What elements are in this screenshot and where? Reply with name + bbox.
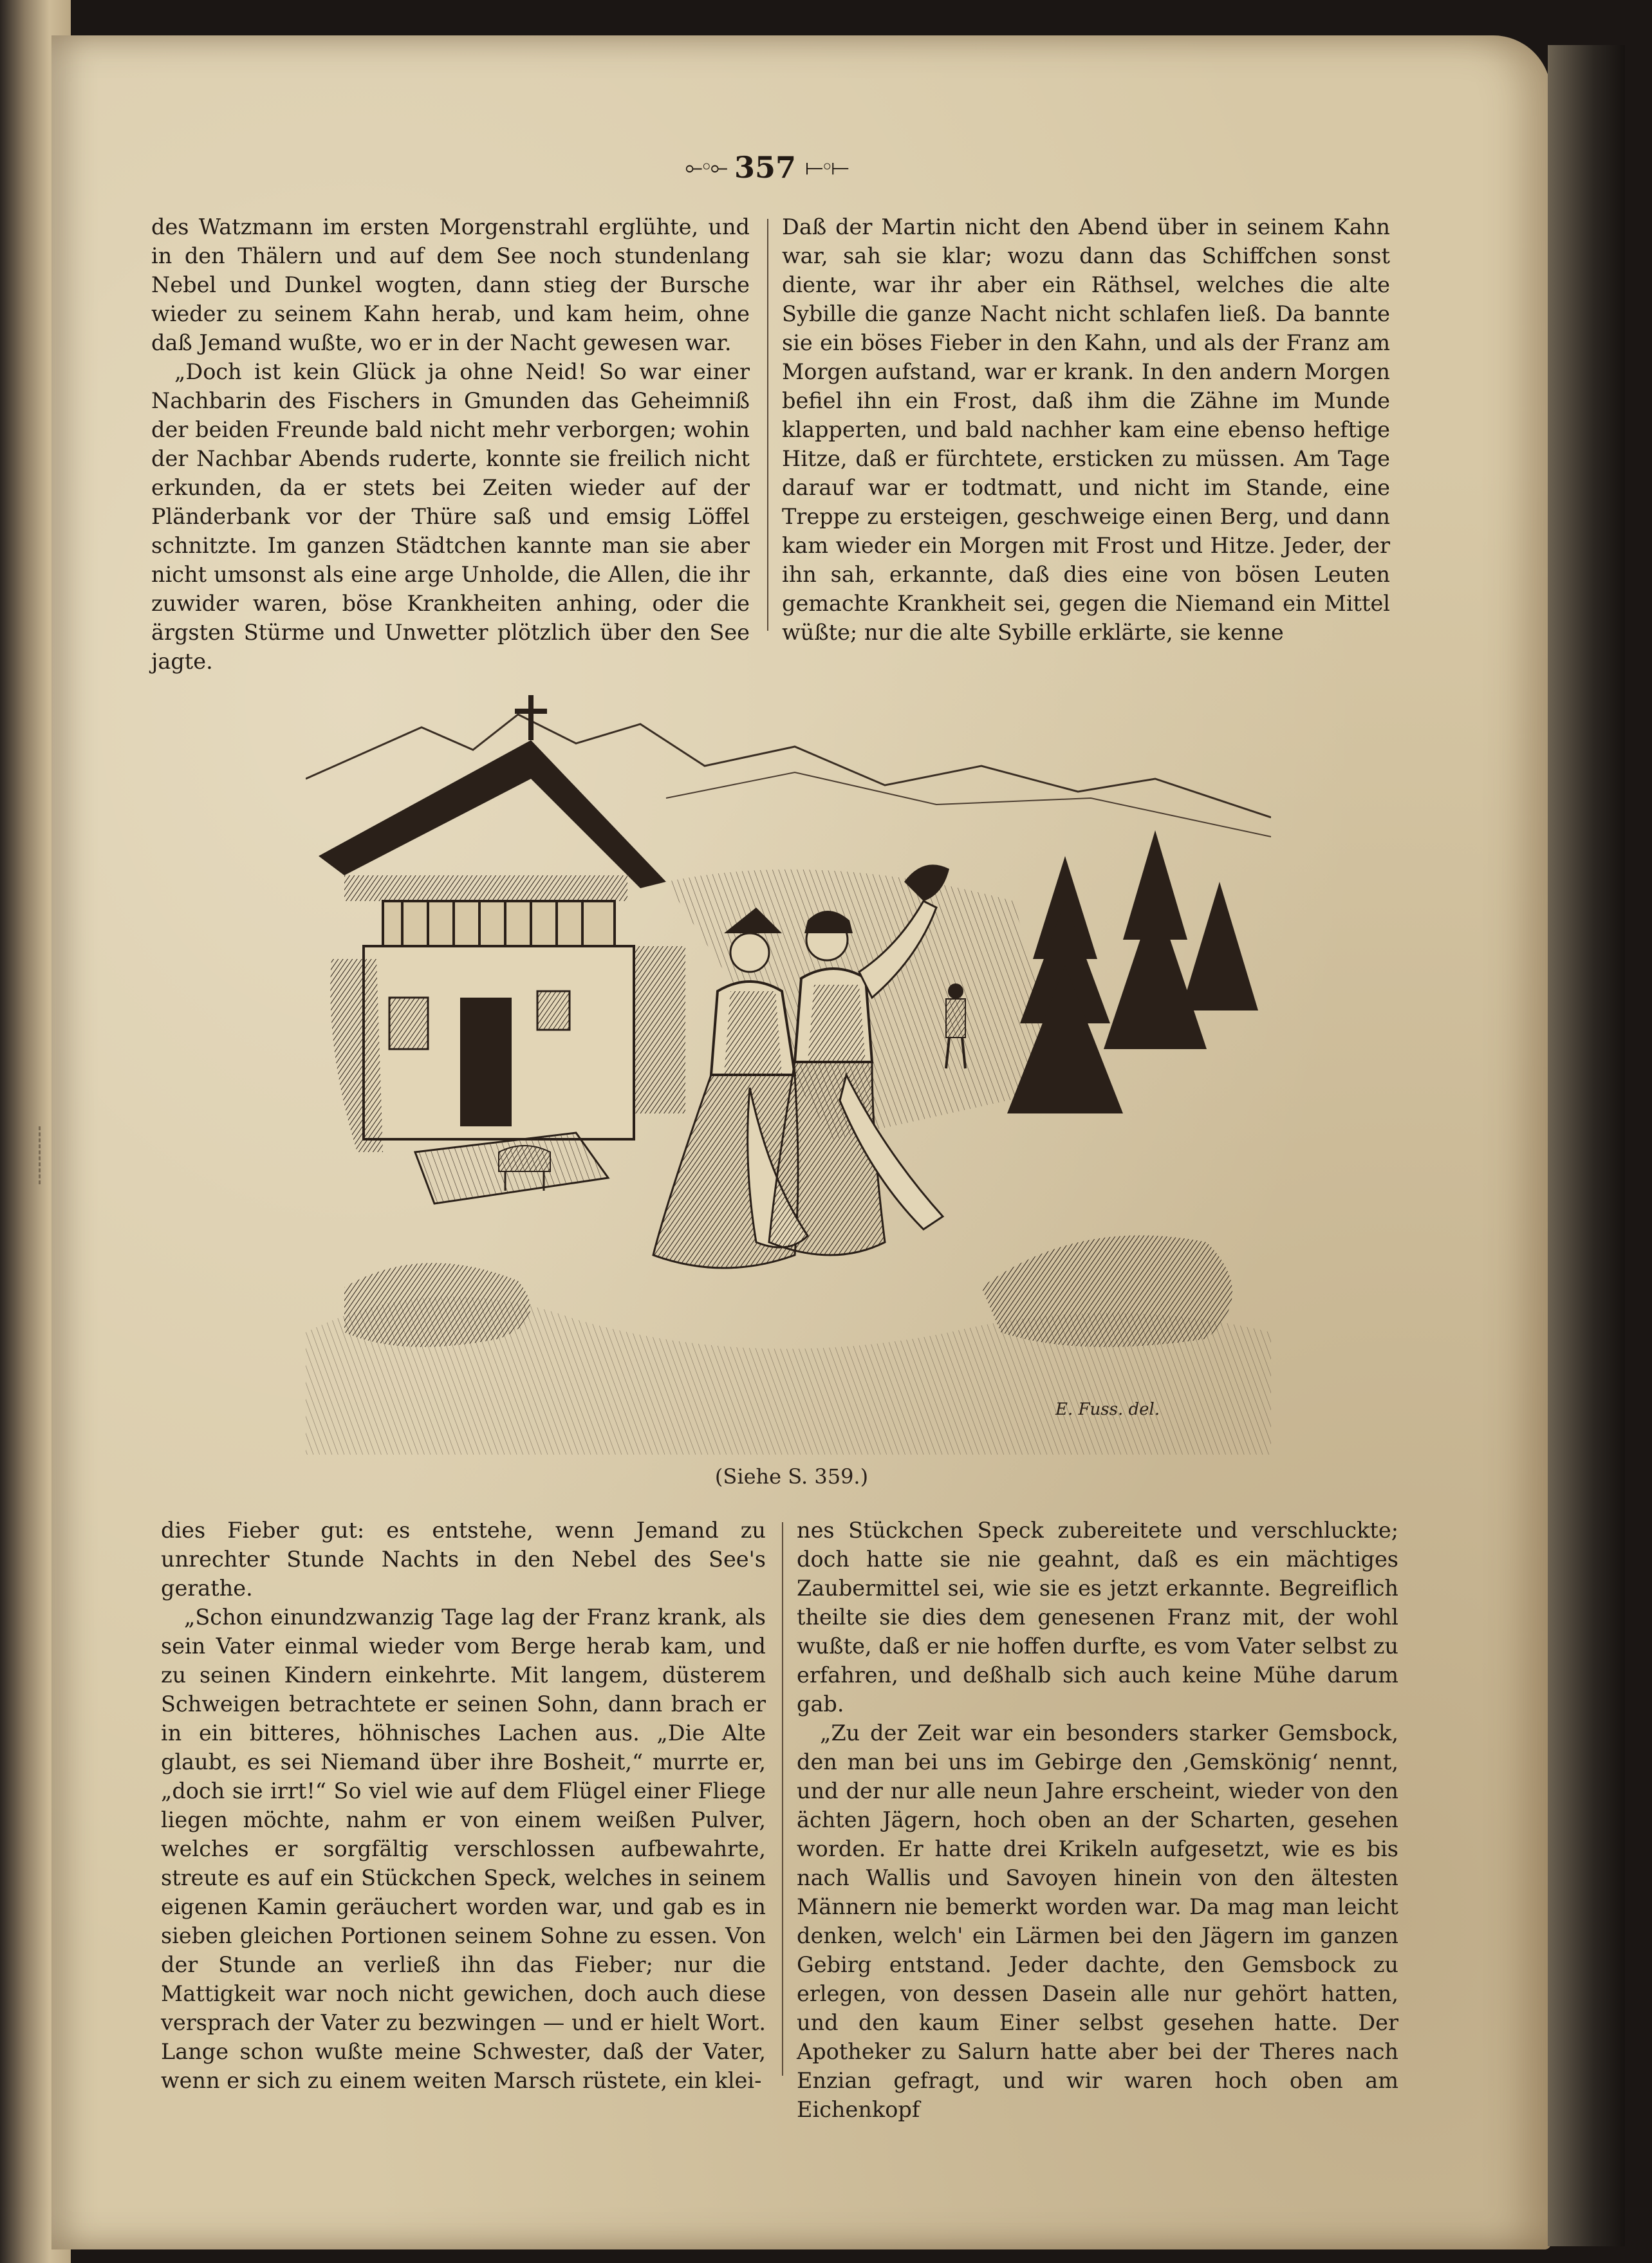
chalet (319, 695, 685, 1204)
paragraph: dies Fieber gut: es entstehe, wenn Jemand zu unrechter Stunde Nachts in den Nebel des See's gerathe. (161, 1518, 766, 1601)
column-divider (782, 1522, 783, 2076)
paragraph: „Doch ist kein Glück ja ohne Neid! So war einer Nachbarin des Fischers in Gmunden das Geheimniß der beiden Freunde bald nicht mehr verborgen; wohin der Nachbar Abends ruderte, konnte sie freilich nicht erkunden, da er stets bei Zeiten wieder auf der Pländerbank vor der Thüre saß und emsig Löffel schnitzte. Im ganzen Städtchen kannte man sie aber nicht umsonst als eine arge Unholde, die Allen, die ihr zuwider waren, böse Krankheiten anhing, oder die ärgsten Stürme und Unwetter plötzlich über den See jagte. (151, 359, 750, 674)
illustration-caption: (Siehe S. 359.) (714, 1464, 869, 1489)
woodcut-illustration (306, 689, 1271, 1455)
column-top-left (151, 212, 750, 674)
fir-trees (1007, 830, 1258, 1113)
column-bottom-right (797, 1516, 1398, 2122)
column-divider (767, 219, 768, 631)
paragraph: nes Stückchen Speck zubereitete und verschluckte; doch hatte sie nie geahnt, daß es ein mächtiges Zaubermittel sei, wie sie es jetzt erkannte. Begreiflich theilte sie dies dem genesenen Franz mit, der wohl wußte, daß er nie hoffen durfte, es vom Vater selbst zu erfahren, und deßhalb sich auch keine Mühe darum gab. (797, 1518, 1398, 1717)
header-ornament-right-icon: ⟝◦⟝ (805, 154, 847, 180)
paragraph: des Watzmann im ersten Morgenstrahl erglühte, und in den Thälern und auf dem See noch stundenlang Nebel und Dunkel wogten, dann stieg der Bursche wieder zu seinem Kahn herab, und kam heim, ohne daß Jemand wußte, wo er in der Nacht gewesen war. (151, 214, 750, 355)
book-edge-right (1548, 45, 1625, 2246)
column-top-right (782, 212, 1390, 663)
paragraph: „Zu der Zeit war ein besonders starker Gemsbock, den man bei uns im Gebirge den ‚Gemskönig‘ nennt, und der nur alle neun Jahre erscheint, wieder von den ächten Jägern, hoch oben an der Scharten, gesehen worden. Er hatte drei Krikeln aufgesetzt, wie es bis nach Wallis und Savoyen hinein von den ältesten Männern nie bemerkt worden war. Da mag man leicht denken, welch' ein Lärmen bei den Jägern im ganzen Gebirg entstand. Jeder dachte, den Gemsbock zu erlegen, von dessen Dasein alle nur gehört hatten, und den kaum Einer selbst gesehen hatte. Der Apotheker zu Salurn hatte aber bei der Theres nach Enzian gefragt, und wir waren hoch oben am Eichenkopf (797, 1720, 1398, 2122)
header-ornament-left-icon: ⟜◦⟜ (685, 154, 725, 180)
page-number: 357 (734, 150, 796, 185)
paragraph: „Schon einundzwanzig Tage lag der Franz krank, als sein Vater einmal wieder vom Berge herab kam, und zu seinen Kindern einkehrte. Mit langem, düsterem Schweigen betrachtete er seinen Sohn, dann brach er in ein bitteres, höhnisches Lachen aus. „Die Alte glaubt, es sei Niemand über ihre Bosheit,“ murrte er, „doch sie irrt!“ So viel wie auf dem Flügel einer Fliege liegen möchte, nahm er von einem weißen Pulver, welches er sorgfältig verschlossen aufbewahrte, streute es auf ein Stückchen Speck, welches in seinem eigenen Kamin geräuchert worden war, und gab es in sieben gleichen Portionen seinem Sohne zu essen. Von der Stunde an verließ ihn das Fieber; nur die Mattigkeit war noch nicht gewichen, doch auch diese versprach der Vater zu bezwingen — und er hielt Wort. Lange schon wußte meine Schwester, daß der Vater, wenn er sich zu einem weiten Marsch rüstete, ein klei- (161, 1605, 766, 2093)
paragraph: Daß der Martin nicht den Abend über in seinem Kahn war, sah sie klar; wozu dann das Schiffchen sonst diente, war ihr aber ein Räthsel, welches die alte Sybille die ganze Nacht nicht schlafen ließ. Da bannte sie ein böses Fieber in den Kahn, und als der Franz am Morgen aufstand, war er krank. In den andern Morgen befiel ihn ein Frost, daß ihm die Zähne im Munde klapperten, und bald nachher kam eine ebenso heftige Hitze, daß er fürchtete, ersticken zu müssen. Am Tage darauf war er todtmatt, und nicht im Stande, eine Treppe zu ersteigen, geschweige einen Berg, und dann kam wieder ein Morgen mit Frost und Hitze. Jeder, der ihn sah, erkannte, daß dies eine von bösen Leuten gemachte Krankheit sei, gegen die Niemand ein Mittel wüßte; nur die alte Sybille erklärte, sie kenne (782, 214, 1390, 645)
column-bottom-left (161, 1516, 766, 2095)
foreground-shrub (344, 1263, 530, 1347)
page-mark (39, 1126, 52, 1184)
page-header (650, 145, 882, 190)
illustration-signature: E. Fuss. del. (1055, 1400, 1160, 1419)
chalet-door (460, 998, 512, 1126)
